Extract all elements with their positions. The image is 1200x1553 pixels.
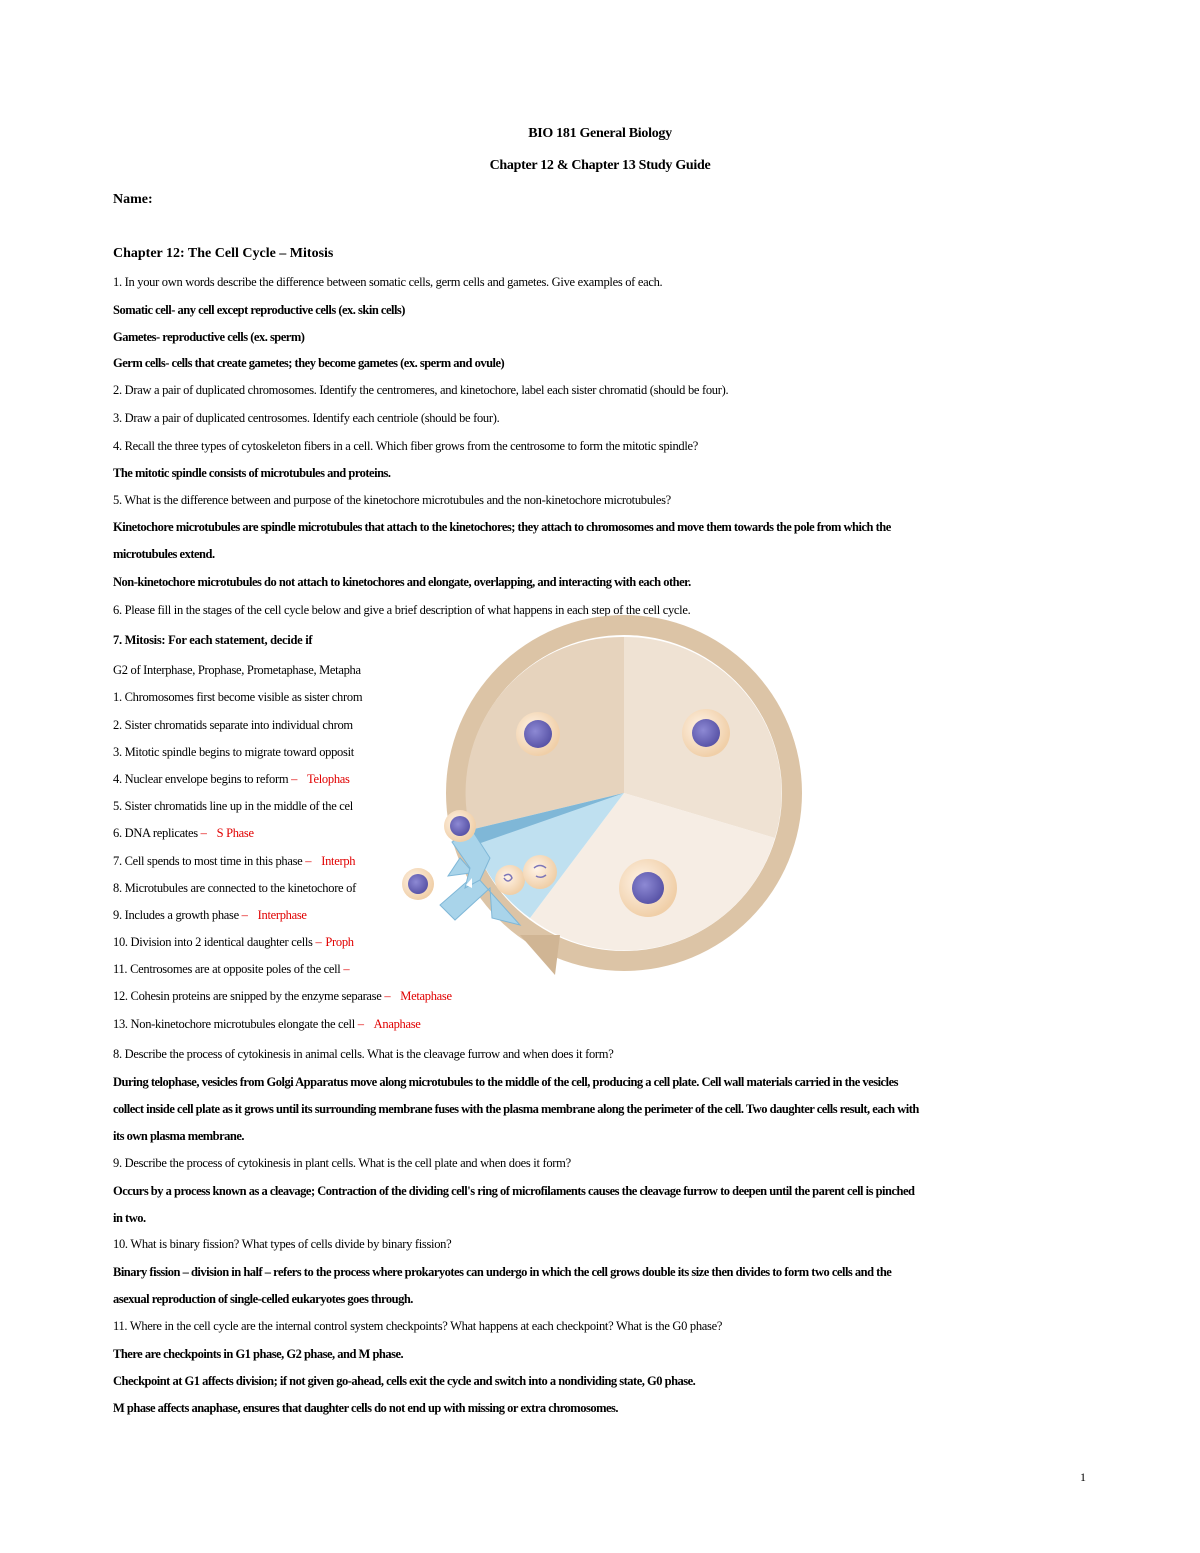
answer-1-somatic: Somatic cell- any cell except reproductive cells (ex. skin cells) — [113, 303, 405, 317]
answer-10-line1: Binary fission – division in half – refers to the process where prokaryotes can undergo in which the cell grows double its size then divides to form two cells and the — [113, 1265, 892, 1279]
mitotic-cell-2 — [523, 855, 557, 889]
question-9: 9. Describe the process of cytokinesis in plant cells. What is the cell plate and when does it form? — [113, 1156, 571, 1170]
nucleus-g1 — [524, 720, 552, 748]
guide-title: Chapter 12 & Chapter 13 Study Guide — [489, 158, 711, 173]
question-10: 10. What is binary fission? What types of cells divide by binary fission? — [113, 1237, 452, 1251]
mitosis-item-dash: – — [291, 772, 298, 786]
answer-1-germ: Germ cells- cells that create gametes; they become gametes (ex. sperm and ovule) — [113, 356, 505, 370]
mitosis-item-question: 6. DNA replicates — [113, 826, 198, 840]
question-6: 6. Please fill in the stages of the cell cycle below and give a brief description of what happens in each step of the cell cycle. — [113, 603, 691, 617]
mitosis-item — [113, 854, 398, 869]
name-label: Name: — [113, 192, 153, 207]
mitosis-item — [113, 799, 398, 814]
answer-8-line3: its own plasma membrane. — [113, 1129, 245, 1143]
mitosis-item-dash: – — [384, 989, 391, 1003]
answer-5-line3: Non-kinetochore microtubules do not attach to kinetochores and elongate, overlapping, and interacting with each other. — [113, 575, 691, 589]
mitosis-item-answer: Interph — [321, 854, 356, 868]
mitosis-item-answer: S Phase — [216, 826, 254, 840]
answer-5-line2: microtubules extend. — [113, 547, 215, 561]
question-2: 2. Draw a pair of duplicated chromosomes. Identify the centromeres, and kinetochore, label each sister chromatid (should be four). — [113, 383, 729, 397]
question-8: 8. Describe the process of cytokinesis in animal cells. What is the cleavage furrow and when does it form? — [113, 1047, 614, 1061]
mitosis-item-dash: – — [315, 935, 322, 949]
mitosis-item — [113, 1017, 533, 1032]
mitosis-item — [113, 908, 398, 923]
mitosis-item — [113, 881, 398, 896]
mitosis-item-question: 4. Nuclear envelope begins to reform — [113, 772, 289, 786]
mitosis-item-question: 7. Cell spends to most time in this phase — [113, 854, 303, 868]
daughter-nucleus-top — [450, 816, 470, 836]
mitosis-item-answer: Interphase — [257, 908, 307, 922]
question-4: 4. Recall the three types of cytoskeleton fibers in a cell. Which fiber grows from the centrosome to form the mitotic spindle? — [113, 439, 699, 453]
mitosis-item-question: 11. Centrosomes are at opposite poles of the cell — [113, 962, 341, 976]
mitosis-item-question: 5. Sister chromatids line up in the middle of the cel — [113, 799, 353, 813]
mitosis-heading: 7. Mitosis: For each statement, decide if — [113, 633, 313, 647]
mitosis-item — [113, 690, 398, 705]
ring-arrowhead — [520, 935, 560, 975]
question-11: 11. Where in the cell cycle are the internal control system checkpoints? What happens at each checkpoint? What is the G0 phase? — [113, 1319, 723, 1333]
answer-11-line3: M phase affects anaphase, ensures that daughter cells do not end up with missing or extra chromosomes. — [113, 1401, 619, 1415]
answer-9-line2: in two. — [113, 1211, 146, 1225]
mitosis-item-question: 12. Cohesin proteins are snipped by the enzyme separase — [113, 989, 382, 1003]
mitosis-item — [113, 989, 533, 1004]
answer-8-line1: During telophase, vesicles from Golgi Apparatus move along microtubules to the middle of the cell, producing a cell plate. Cell wall materials carried in the vesicles — [113, 1075, 898, 1089]
mitosis-item — [113, 935, 398, 950]
answer-11-line1: There are checkpoints in G1 phase, G2 phase, and M phase. — [113, 1347, 404, 1361]
question-5: 5. What is the difference between and purpose of the kinetochore microtubules and the non-kinetochore microtubules? — [113, 493, 671, 507]
mitosis-item-question: 2. Sister chromatids separate into individual chrom — [113, 718, 353, 732]
mitosis-item-dash: – — [200, 826, 207, 840]
answer-5-line1: Kinetochore microtubules are spindle microtubules that attach to the kinetochores; they attach to chromosomes and move them towards the pole from which the — [113, 520, 891, 534]
mitosis-phases-line: G2 of Interphase, Prophase, Prometaphase, Metapha — [113, 663, 361, 677]
mitosis-item — [113, 745, 398, 760]
mitosis-item-answer: Telophas — [307, 772, 350, 786]
chapter12-heading: Chapter 12: The Cell Cycle – Mitosis — [113, 246, 334, 261]
answer-8-line2: collect inside cell plate as it grows until its surrounding membrane fuses with the plasma membrane along the perimeter of the cell. Two daughter cells result, each with — [113, 1102, 919, 1116]
answer-9-line1: Occurs by a process known as a cleavage; Contraction of the dividing cell's ring of microfilaments causes the cleavage furrow to deepen until the parent cell is pinched — [113, 1184, 915, 1198]
mitosis-item — [113, 772, 398, 787]
cell-cycle-diagram — [398, 612, 818, 982]
answer-11-line2: Checkpoint at G1 affects division; if not given go-ahead, cells exit the cycle and switch into a nondividing state, G0 phase. — [113, 1374, 696, 1388]
answer-10-line2: asexual reproduction of single-celled eukaryotes goes through. — [113, 1292, 413, 1306]
mitosis-item-dash: – — [241, 908, 248, 922]
mitosis-item-dash: – — [357, 1017, 364, 1031]
mitosis-item-dash: – — [305, 854, 312, 868]
mitosis-item — [113, 718, 398, 733]
mitosis-item-question: 13. Non-kinetochore microtubules elongate the cell — [113, 1017, 355, 1031]
mitosis-item-answer: Metaphase — [400, 989, 452, 1003]
mitosis-item — [113, 962, 398, 977]
daughter-nucleus-bottom — [408, 874, 428, 894]
course-title: BIO 181 General Biology — [528, 126, 672, 141]
page-number: 1 — [1080, 1470, 1086, 1484]
answer-1-gametes: Gametes- reproductive cells (ex. sperm) — [113, 330, 305, 344]
question-1: 1. In your own words describe the difference between somatic cells, germ cells and gametes. Give examples of each. — [113, 275, 663, 289]
mitosis-item-question: 1. Chromosomes first become visible as sister chrom — [113, 690, 363, 704]
mitosis-item-question: 9. Includes a growth phase — [113, 908, 239, 922]
nucleus-g2 — [632, 872, 664, 904]
mitosis-item-question: 3. Mitotic spindle begins to migrate toward opposit — [113, 745, 354, 759]
mitosis-item-answer: Anaphase — [373, 1017, 421, 1031]
mitosis-item-answer: Proph — [325, 935, 354, 949]
mitosis-item — [113, 826, 398, 841]
mitosis-item-dash: – — [343, 962, 350, 976]
mitosis-item-question: 10. Division into 2 identical daughter cells — [113, 935, 313, 949]
question-3: 3. Draw a pair of duplicated centrosomes. Identify each centriole (should be four). — [113, 411, 500, 425]
nucleus-s — [692, 719, 720, 747]
answer-4: The mitotic spindle consists of microtubules and proteins. — [113, 466, 391, 480]
mitosis-item-question: 8. Microtubules are connected to the kinetochore of — [113, 881, 356, 895]
